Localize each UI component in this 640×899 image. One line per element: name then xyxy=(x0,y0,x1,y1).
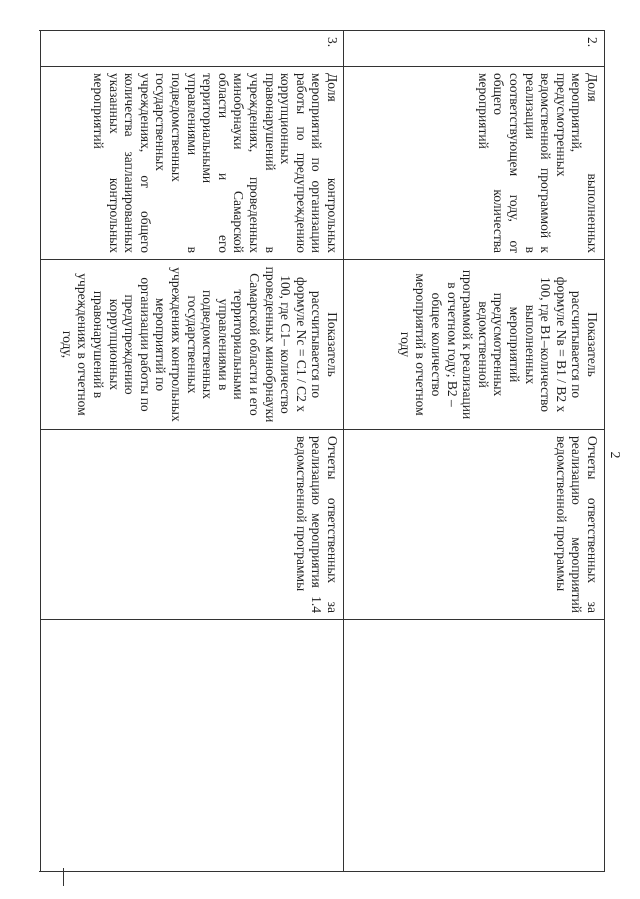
footnote-line xyxy=(63,868,64,886)
table-row xyxy=(40,31,344,871)
calculation-formula: Показатель рассчитывается по формуле Nв = B1 / B2 x 100, где B1–количество выполненных мероприятий предусмотренных ведомственной программой к реализации в отчетном году; B2 – общее количество мероприятий в отчетном году xyxy=(344,259,604,429)
indicator-name: Доля контрольных мероприятий по организации работы по предупреждению коррупционных правонарушений в учреждениях, проведенных минобрнауки Самарской области и его территориальными управлениями в подведомственных государственных учреждениях, от общего количества запланированных указанных контрольных мероприятий xyxy=(41,66,344,259)
row-number: 3. xyxy=(325,37,340,48)
calculation-formula: Показатель рассчитывается по формуле Nс = C1 / C2 x 100, где C1– количество проведенных минобрнауки Самарской области и его территориальными управлениями в подведомственных государственных учреждениях контрольных мероприятий по организации работы по предупреждению коррупционных правонарушений в учреждениях в отчетном году, xyxy=(41,259,344,429)
empty-cell xyxy=(41,619,344,871)
indicator-name: Доля выполненных мероприятий, предусмотренных ведомственной программой к реализации в соответствующем году, от общего количества мероприятий xyxy=(344,66,604,259)
empty-cell xyxy=(344,619,604,871)
data-source: Отчеты ответственных за реализацию мероприятия 1.4 ведомственной программы xyxy=(41,429,344,619)
data-source: Отчеты ответственных за реализацию мероприятий ведомственной программы xyxy=(344,429,604,619)
indicator-table xyxy=(39,30,605,872)
page-number: 2 xyxy=(607,451,622,459)
row-number: 2. xyxy=(585,37,600,48)
table-row xyxy=(343,31,604,871)
